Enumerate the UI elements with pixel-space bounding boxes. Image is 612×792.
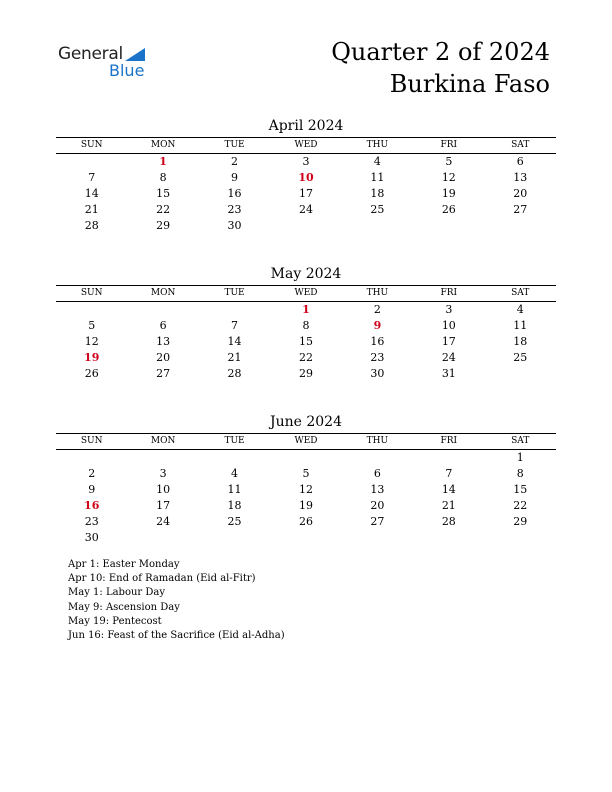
week-row bbox=[56, 366, 556, 382]
weekday-header: SUN bbox=[80, 140, 103, 150]
holiday-note: Apr 10: End of Ramadan (Eid al-Fitr) bbox=[68, 573, 256, 585]
weekday-header: WED bbox=[294, 436, 318, 446]
month-calendar-april bbox=[56, 116, 556, 234]
day-cell: 27 bbox=[156, 367, 171, 380]
holiday-day-cell: 19 bbox=[84, 351, 100, 364]
holiday-day-cell: 10 bbox=[298, 171, 314, 184]
day-cell: 24 bbox=[156, 515, 171, 528]
day-cell: 15 bbox=[513, 483, 528, 496]
holiday-note: May 9: Ascension Day bbox=[68, 601, 180, 613]
day-cell: 25 bbox=[227, 515, 242, 528]
day-cell: 8 bbox=[159, 171, 167, 184]
day-cell: 13 bbox=[513, 171, 528, 184]
day-cell: 24 bbox=[441, 351, 456, 364]
day-cell: 27 bbox=[513, 203, 528, 216]
week-row bbox=[56, 218, 556, 234]
day-cell: 12 bbox=[298, 483, 313, 496]
day-cell: 15 bbox=[156, 187, 171, 200]
weekday-header: TUE bbox=[224, 140, 245, 150]
month-calendar-may bbox=[56, 264, 556, 382]
day-cell: 9 bbox=[88, 483, 96, 496]
weekday-header-row bbox=[56, 286, 556, 301]
logo-word-general: General bbox=[58, 44, 123, 64]
empty-day-cell bbox=[127, 530, 198, 546]
day-cell: 22 bbox=[513, 499, 528, 512]
day-cell: 1 bbox=[516, 451, 524, 464]
day-cell: 21 bbox=[84, 203, 99, 216]
day-cell: 2 bbox=[231, 155, 239, 168]
week-row bbox=[56, 186, 556, 202]
day-cell: 11 bbox=[513, 319, 528, 332]
day-cell: 13 bbox=[156, 335, 171, 348]
day-cell: 14 bbox=[441, 483, 456, 496]
weekday-header-row bbox=[56, 138, 556, 153]
weekday-header: MON bbox=[150, 288, 176, 298]
empty-day-cell bbox=[342, 530, 413, 546]
holiday-note: May 1: Labour Day bbox=[68, 587, 165, 599]
month-title: June 2024 bbox=[269, 414, 342, 430]
holiday-notes bbox=[68, 558, 285, 643]
day-cell: 7 bbox=[88, 171, 96, 184]
day-cell: 29 bbox=[156, 219, 171, 232]
day-cell: 12 bbox=[84, 335, 99, 348]
day-cell: 23 bbox=[370, 351, 385, 364]
page-title bbox=[331, 36, 550, 100]
day-cell: 7 bbox=[231, 319, 239, 332]
weekday-header: SAT bbox=[511, 288, 530, 298]
day-cell: 26 bbox=[298, 515, 313, 528]
week-row bbox=[56, 202, 556, 218]
holiday-note: Jun 16: Feast of the Sacrifice (Eid al-Adha) bbox=[68, 630, 285, 642]
logo-word-blue: Blue bbox=[109, 61, 145, 80]
empty-day-cell bbox=[56, 154, 127, 170]
weekday-header: MON bbox=[150, 140, 176, 150]
day-cell: 16 bbox=[370, 335, 385, 348]
weekday-header: THU bbox=[366, 140, 389, 150]
week-row bbox=[56, 334, 556, 350]
day-cell: 28 bbox=[441, 515, 456, 528]
day-cell: 17 bbox=[441, 335, 456, 348]
week-row bbox=[56, 466, 556, 482]
day-cell: 22 bbox=[298, 351, 313, 364]
weekday-header: TUE bbox=[224, 288, 245, 298]
empty-day-cell bbox=[270, 530, 341, 546]
day-cell: 28 bbox=[227, 367, 242, 380]
day-cell: 3 bbox=[445, 303, 453, 316]
holiday-note: Apr 1: Easter Monday bbox=[68, 559, 180, 570]
week-row bbox=[56, 170, 556, 186]
day-cell: 24 bbox=[298, 203, 313, 216]
empty-day-cell bbox=[485, 530, 556, 546]
week-row bbox=[56, 154, 556, 170]
week-row bbox=[56, 350, 556, 366]
month-calendar-june bbox=[56, 412, 556, 546]
week-row bbox=[56, 318, 556, 334]
day-cell: 25 bbox=[370, 203, 385, 216]
generalblue-logo bbox=[58, 44, 158, 80]
day-cell: 19 bbox=[298, 499, 313, 512]
day-cell: 2 bbox=[373, 303, 381, 316]
weekday-header: THU bbox=[366, 288, 389, 298]
empty-day-cell bbox=[342, 450, 413, 466]
weekday-header: MON bbox=[150, 436, 176, 446]
weekday-header: FRI bbox=[440, 288, 458, 298]
day-cell: 21 bbox=[441, 499, 456, 512]
day-cell: 11 bbox=[227, 483, 242, 496]
day-cell: 8 bbox=[516, 467, 524, 480]
week-row bbox=[56, 450, 556, 466]
day-cell: 11 bbox=[370, 171, 385, 184]
month-title: April 2024 bbox=[268, 118, 344, 134]
weekday-header: SUN bbox=[80, 436, 103, 446]
day-cell: 10 bbox=[156, 483, 171, 496]
holiday-day-cell: 1 bbox=[302, 303, 310, 316]
day-cell: 20 bbox=[370, 499, 385, 512]
day-cell: 26 bbox=[84, 367, 99, 380]
day-cell: 13 bbox=[370, 483, 385, 496]
week-row bbox=[56, 530, 556, 546]
day-cell: 16 bbox=[227, 187, 242, 200]
empty-day-cell bbox=[413, 218, 484, 234]
day-cell: 3 bbox=[302, 155, 310, 168]
day-cell: 18 bbox=[513, 335, 528, 348]
day-cell: 4 bbox=[373, 155, 381, 168]
week-row bbox=[56, 514, 556, 530]
weekday-header: WED bbox=[294, 140, 318, 150]
empty-day-cell bbox=[342, 218, 413, 234]
day-cell: 3 bbox=[159, 467, 167, 480]
day-cell: 10 bbox=[441, 319, 456, 332]
day-cell: 21 bbox=[227, 351, 242, 364]
day-cell: 12 bbox=[441, 171, 456, 184]
page-title-country: Burkina Faso bbox=[389, 70, 550, 98]
day-cell: 2 bbox=[88, 467, 96, 480]
day-cell: 30 bbox=[370, 367, 385, 380]
day-cell: 17 bbox=[156, 499, 171, 512]
empty-day-cell bbox=[413, 530, 484, 546]
empty-day-cell bbox=[56, 302, 127, 318]
weekday-header-row bbox=[56, 434, 556, 449]
empty-day-cell bbox=[127, 450, 198, 466]
day-cell: 4 bbox=[516, 303, 524, 316]
day-cell: 18 bbox=[370, 187, 385, 200]
weekday-header: FRI bbox=[440, 436, 458, 446]
day-cell: 26 bbox=[441, 203, 456, 216]
empty-day-cell bbox=[199, 530, 270, 546]
empty-day-cell bbox=[270, 450, 341, 466]
holiday-day-cell: 9 bbox=[373, 319, 382, 332]
holiday-day-cell: 16 bbox=[84, 499, 100, 512]
day-cell: 5 bbox=[88, 319, 96, 332]
day-cell: 9 bbox=[231, 171, 239, 184]
day-cell: 20 bbox=[513, 187, 528, 200]
day-cell: 7 bbox=[445, 467, 453, 480]
empty-day-cell bbox=[485, 366, 556, 382]
day-cell: 29 bbox=[513, 515, 528, 528]
week-row bbox=[56, 482, 556, 498]
day-cell: 6 bbox=[516, 155, 524, 168]
logo-triangle-icon bbox=[125, 48, 145, 61]
month-title: May 2024 bbox=[270, 266, 342, 282]
weekday-header: SUN bbox=[80, 288, 103, 298]
day-cell: 28 bbox=[84, 219, 99, 232]
weekday-header: SAT bbox=[511, 140, 530, 150]
day-cell: 23 bbox=[227, 203, 242, 216]
day-cell: 14 bbox=[227, 335, 242, 348]
weekday-header: THU bbox=[366, 436, 389, 446]
day-cell: 6 bbox=[159, 319, 167, 332]
day-cell: 15 bbox=[298, 335, 313, 348]
empty-day-cell bbox=[413, 450, 484, 466]
empty-day-cell bbox=[199, 450, 270, 466]
day-cell: 14 bbox=[84, 187, 99, 200]
day-cell: 25 bbox=[513, 351, 528, 364]
day-cell: 8 bbox=[302, 319, 310, 332]
day-cell: 30 bbox=[227, 219, 242, 232]
day-cell: 30 bbox=[84, 531, 99, 544]
holiday-day-cell: 1 bbox=[159, 155, 167, 168]
empty-day-cell bbox=[485, 218, 556, 234]
day-cell: 22 bbox=[156, 203, 171, 216]
day-cell: 23 bbox=[84, 515, 99, 528]
weekday-header: WED bbox=[294, 288, 318, 298]
day-cell: 31 bbox=[441, 367, 456, 380]
empty-day-cell bbox=[270, 218, 341, 234]
day-cell: 20 bbox=[156, 351, 171, 364]
weekday-header: SAT bbox=[511, 436, 530, 446]
week-row bbox=[56, 498, 556, 514]
day-cell: 29 bbox=[298, 367, 313, 380]
week-row bbox=[56, 302, 556, 318]
weekday-header: FRI bbox=[440, 140, 458, 150]
day-cell: 18 bbox=[227, 499, 242, 512]
weekday-header: TUE bbox=[224, 436, 245, 446]
holiday-note: May 19: Pentecost bbox=[68, 615, 162, 627]
page-title-quarter: Quarter 2 of 2024 bbox=[331, 38, 550, 66]
day-cell: 4 bbox=[231, 467, 239, 480]
day-cell: 19 bbox=[441, 187, 456, 200]
day-cell: 6 bbox=[373, 467, 381, 480]
empty-day-cell bbox=[127, 302, 198, 318]
day-cell: 27 bbox=[370, 515, 385, 528]
empty-day-cell bbox=[56, 450, 127, 466]
day-cell: 17 bbox=[298, 187, 313, 200]
day-cell: 5 bbox=[302, 467, 310, 480]
day-cell: 5 bbox=[445, 155, 453, 168]
empty-day-cell bbox=[199, 302, 270, 318]
